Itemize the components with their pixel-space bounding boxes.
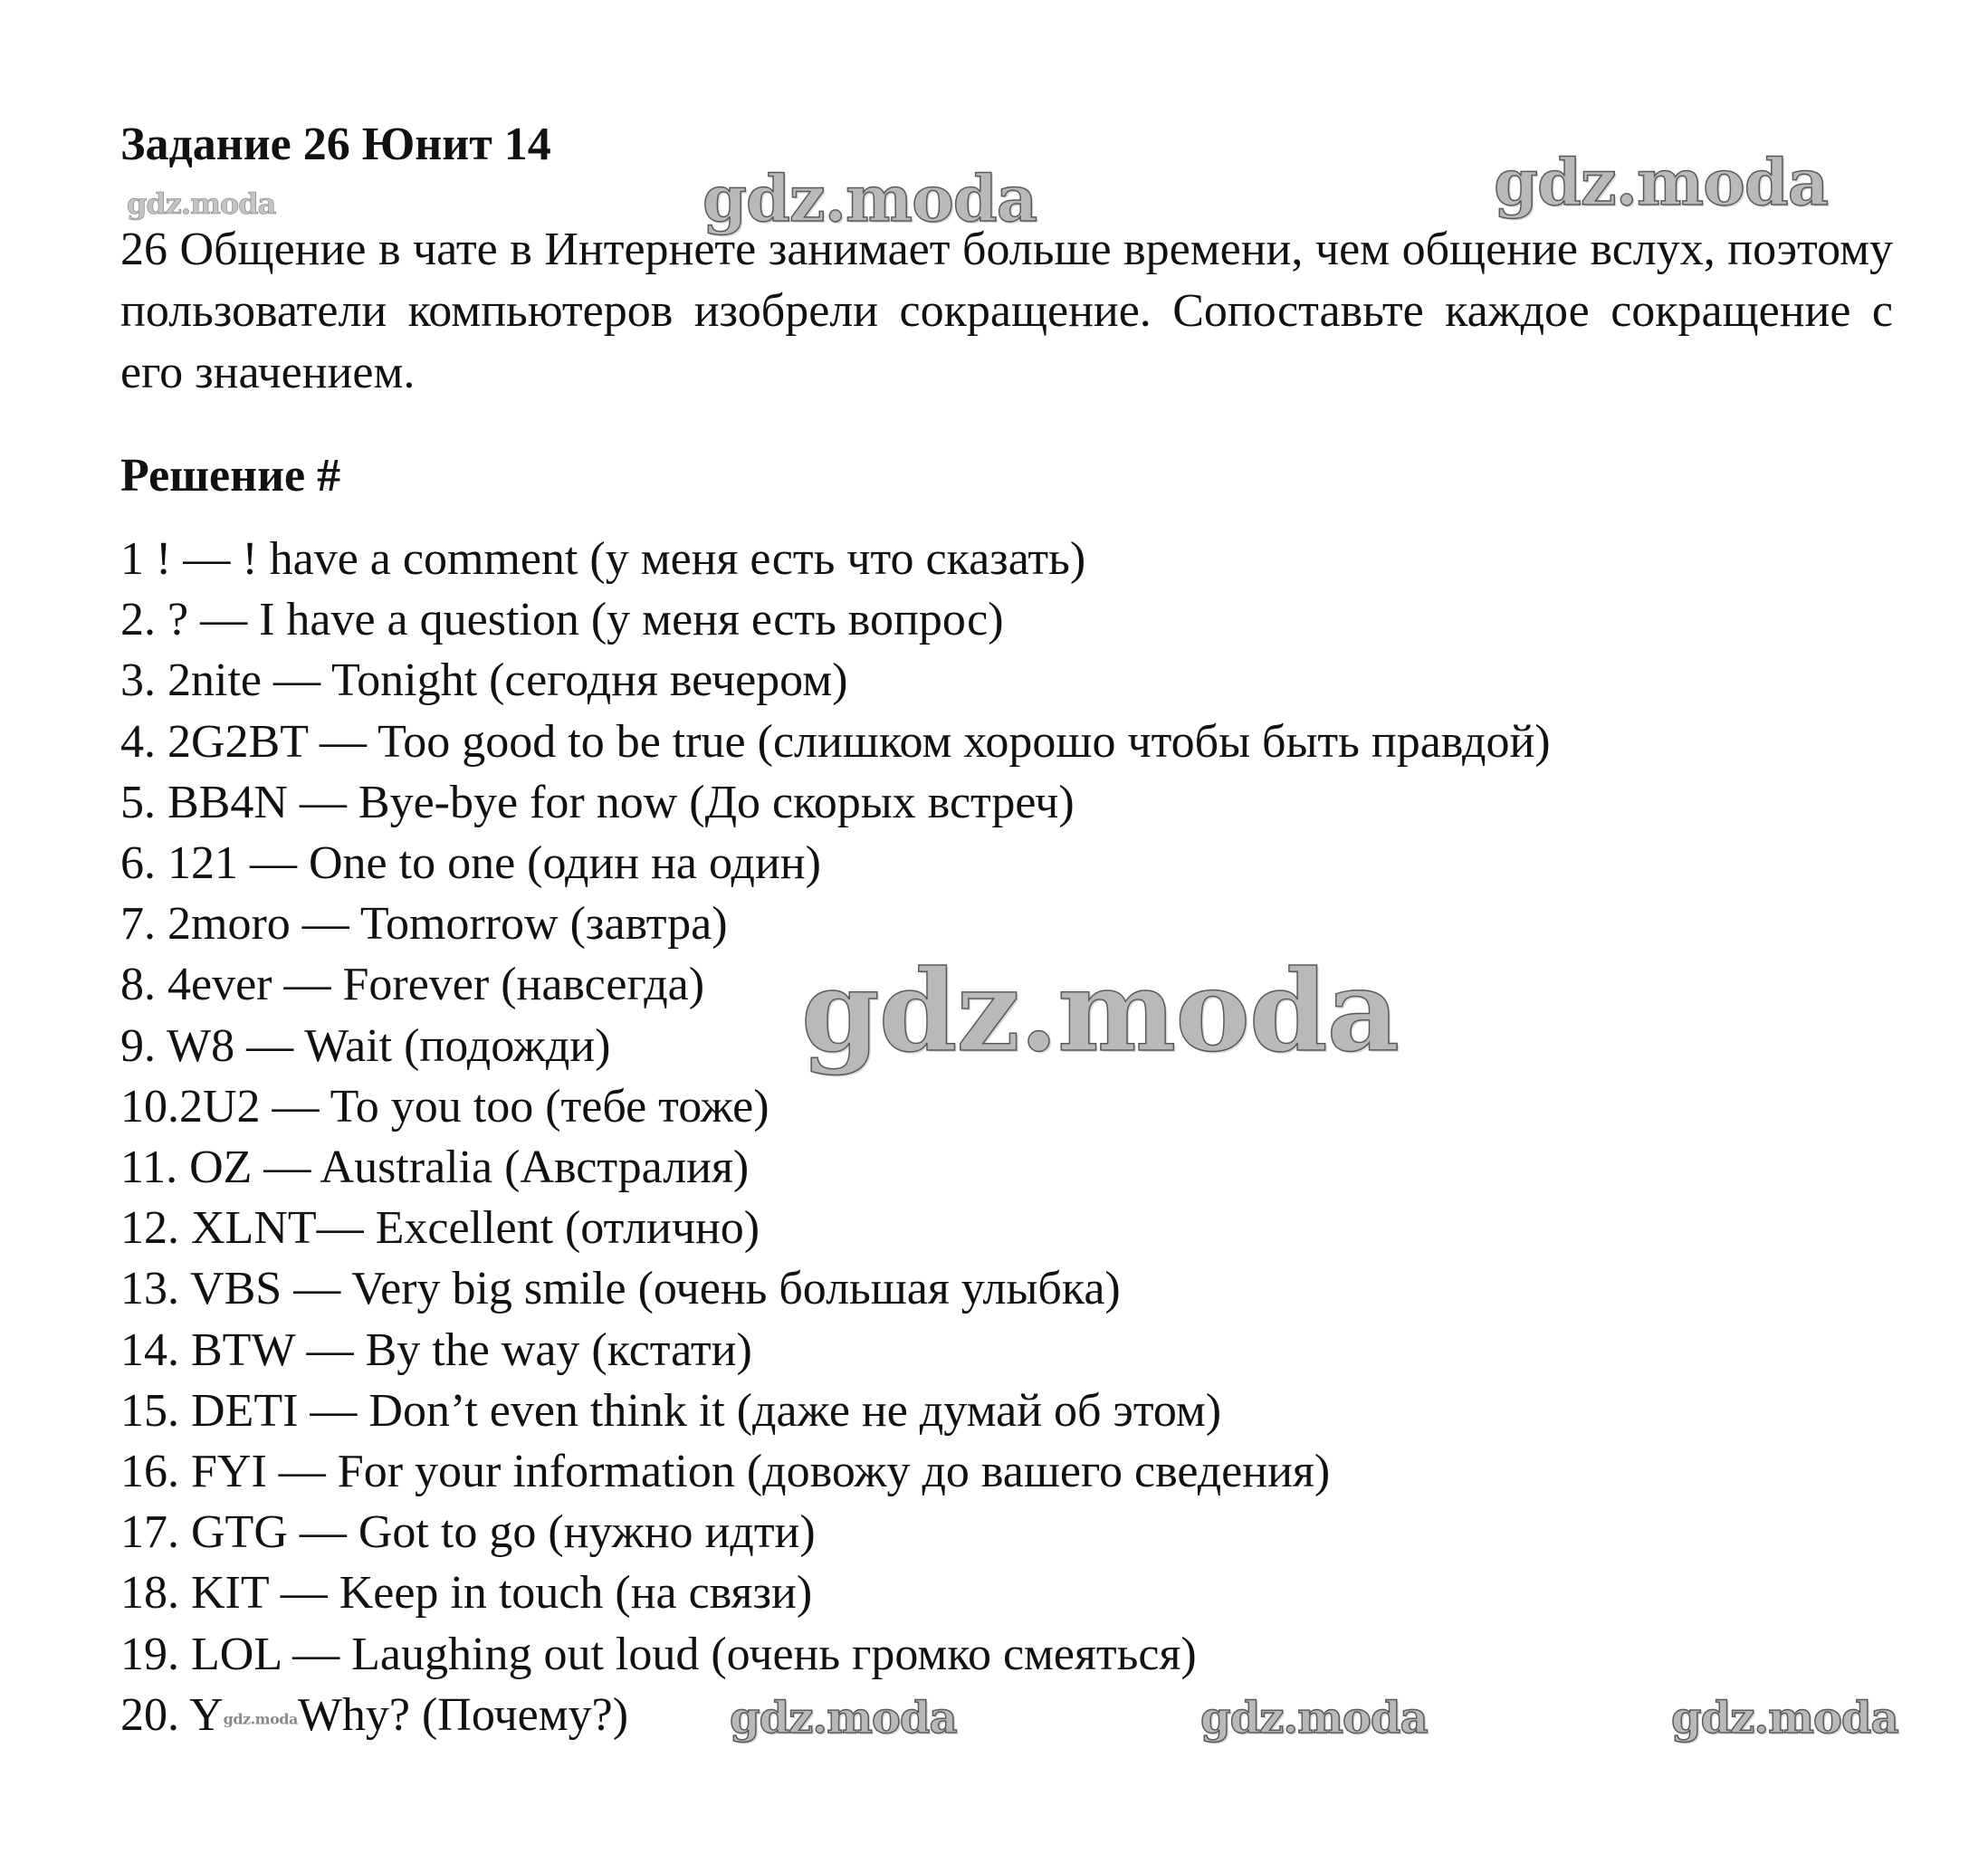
answer-item-9: 9. W8 — Wait (подожди) (120, 1019, 611, 1072)
solution-heading: Решение # (120, 450, 341, 502)
page-title: Задание 26 Юнит 14 (120, 119, 551, 170)
watermark-inline: gdz.moda (223, 1710, 298, 1728)
watermark-top-center: gdz.moda (702, 161, 1037, 236)
answer-item-16: 16. FYI — For your information (довожу до вашего сведения) (120, 1446, 1331, 1498)
answer-item-17: 17. GTG — Got to go (нужно идти) (120, 1506, 816, 1559)
watermark-bottom-3: gdz.moda (1671, 1693, 1898, 1744)
watermark-bottom-1: gdz.moda (730, 1693, 957, 1744)
answer-item-18: 18. KIT — Keep in touch (на связи) (120, 1567, 813, 1620)
task-description: 26 Общение в чате в Интернете занимает больше времени, чем общение вслух, поэтому пользователи компьютеров изобрели сокращение. Сопоставьте каждое сокращение с его значением. (120, 224, 1893, 398)
answer-item-20-suffix: Why? (Почему?) (297, 1688, 629, 1741)
answer-item-14: 14. BTW — By the way (кстати) (120, 1324, 752, 1376)
answer-item-2: 2. ? — I have a question (у меня есть вопрос) (120, 594, 1004, 646)
answer-item-8: 8. 4ever — Forever (навсегда) (120, 959, 705, 1011)
answer-item-19: 19. LOL — Laughing out loud (очень громко смеяться) (120, 1628, 1197, 1680)
answer-item-7: 7. 2moro — Tomorrow (завтра) (120, 898, 728, 951)
answer-item-20-prefix: 20. Y (120, 1688, 224, 1741)
watermark-bottom-2: gdz.moda (1200, 1693, 1428, 1744)
answer-item-1: 1 ! — ! have a comment (у меня есть что сказать) (120, 533, 1086, 585)
answer-list (120, 529, 1551, 1750)
answer-item-10: 10.2U2 — To you too (тебе тоже) (120, 1080, 769, 1132)
watermark-middle-large: gdz.moda (801, 946, 1399, 1077)
watermark-small-left: gdz.moda (127, 186, 276, 221)
answer-item-12: 12. XLNT— Excellent (отлично) (120, 1202, 760, 1255)
answer-item-4: 4. 2G2BT — Too good to be true (слишком хорошо чтобы быть правдой) (120, 715, 1551, 768)
answer-item-6: 6. 121 — One to one (один на один) (120, 837, 821, 890)
answer-item-13: 13. VBS — Very big smile (очень большая улыбка) (120, 1263, 1121, 1315)
answer-item-11: 11. OZ — Australia (Австралия) (120, 1142, 750, 1194)
watermark-top-right: gdz.moda (1494, 145, 1829, 220)
answer-item-15: 15. DETI — Don’t even think it (даже не думай об этом) (120, 1384, 1222, 1437)
answer-item-5: 5. BB4N — Bye-bye for now (До скорых встреч) (120, 776, 1075, 828)
answer-item-3: 3. 2nite — Tonight (сегодня вечером) (120, 655, 848, 707)
